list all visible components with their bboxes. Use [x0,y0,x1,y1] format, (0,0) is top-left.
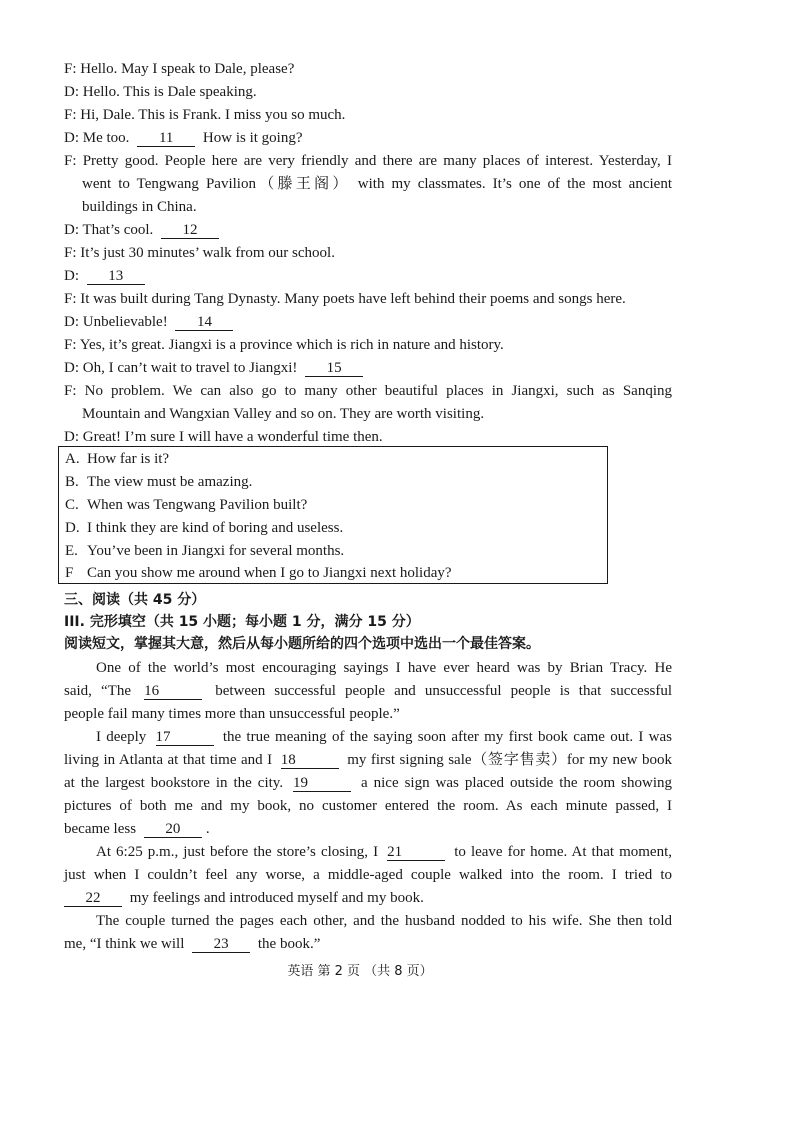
option-text: You’ve been in Jiangxi for several months. [87,543,345,559]
section-title: 三、阅读（共 45 分） [64,592,206,608]
passage-text: said, “The [64,683,131,699]
option-e [65,541,595,561]
answer-blank: 18 [281,752,339,769]
passage-line [64,750,672,770]
passage-text: . [205,821,210,837]
passage-line: pictures of both me and my book, no customer entered the room. As each minute passed, I [64,798,672,814]
option-c [65,495,595,515]
option-a [65,449,595,469]
dialogue-text: D: Me too. [64,130,130,146]
option-letter: D. [65,520,80,536]
passage-text: the true meaning of the saying soon after my first book came out. I was [222,729,673,745]
passage-text: became less [64,821,137,837]
option-text: I think they are kind of boring and useless. [87,520,344,536]
passage-line [64,773,672,793]
option-b [65,472,595,492]
dialogue-line: buildings in China. [82,199,197,215]
option-f [65,563,595,583]
passage-line: The couple turned the pages each other, and the husband nodded to his wife. She then told [96,913,672,929]
passage-text: my feelings and introduced myself and my book. [129,890,424,906]
answer-blank: 16 [144,683,202,700]
dialogue-line: F: Yes, it’s great. Jiangxi is a province which is rich in nature and history. [64,337,504,353]
dialogue-line: went to Tengwang Pavilion（滕王阁） with my classmates. It’s one of the most ancient [82,176,672,192]
answer-blank: 23 [192,936,250,953]
passage-line: just when I couldn’t feel any worse, a middle-aged couple walked into the room. I tried to [64,867,672,883]
passage-line [64,934,674,954]
options-box [58,446,608,584]
dialogue-line: F: Hello. May I speak to Dale, please? [64,61,295,77]
answer-blank: 11 [137,130,195,147]
instruction-text: 阅读短文，掌握其大意，然后从每小题所给的四个选项中选出一个最佳答案。 [64,636,540,652]
option-text: The view must be amazing. [87,474,253,490]
answer-blank: 17 [156,729,214,746]
dialogue-text: How is it going? [202,130,303,146]
passage-text: me, “I think we will [64,936,185,952]
option-letter: A. [65,451,80,467]
answer-blank: 21 [387,844,445,861]
subsection-title: III. 完形填空（共 15 小题；每小题 1 分，满分 15 分） [64,614,420,630]
passage-line [64,819,674,839]
answer-blank: 14 [175,314,233,331]
dialogue-line: F: It was built during Tang Dynasty. Many poets have left behind their poems and songs here. [64,291,626,307]
dialogue-line: F: It’s just 30 minutes’ walk from our school. [64,245,335,261]
dialogue-line [64,358,674,378]
passage-text: to leave for home. At that moment, [454,844,673,860]
option-d [65,518,595,538]
dialogue-line: F: No problem. We can also go to many other beautiful places in Jiangxi, such as Sanqing [64,383,672,399]
option-text: Can you show me around when I go to Jiangxi next holiday? [87,565,452,581]
passage-text: living in Atlanta at that time and I [64,752,273,768]
page-footer: 英语 第 2 页 （共 8 页） [287,964,433,979]
answer-blank: 13 [87,268,145,285]
option-letter: B. [65,474,79,490]
dialogue-text: D: Oh, I can’t wait to travel to Jiangxi! [64,360,298,376]
answer-blank: 19 [293,775,351,792]
passage-line [96,842,672,862]
dialogue-line [64,128,674,148]
answer-blank: 12 [161,222,219,239]
dialogue-text: D: Unbelievable! [64,314,168,330]
option-letter: F [65,565,74,581]
passage-line: people fail many times more than unsuccessful people.” [64,706,400,722]
passage-line [64,681,672,701]
dialogue-line: F: Pretty good. People here are very friendly and there are many places of interest. Yesterday, I [64,153,672,169]
dialogue-line [64,220,674,240]
answer-blank: 15 [305,360,363,377]
passage-line [64,888,674,908]
passage-text: at the largest bookstore in the city. [64,775,284,791]
option-text: How far is it? [87,451,170,467]
dialogue-text: D: That’s cool. [64,222,154,238]
option-letter: E. [65,543,78,559]
dialogue-line [64,266,674,286]
dialogue-line: Mountain and Wangxian Valley and so on. They are worth visiting. [82,406,485,422]
passage-text: my first signing sale（签字售卖）for my new book [347,752,673,768]
dialogue-line: D: Great! I’m sure I will have a wonderful time then. [64,429,383,445]
passage-text: a nice sign was placed outside the room showing [361,775,673,791]
answer-blank: 20 [144,821,202,838]
passage-text: between successful people and unsuccessful people is that successful [215,683,673,699]
passage-line [96,727,672,747]
option-text: When was Tengwang Pavilion built? [87,497,308,513]
passage-text: I deeply [96,729,147,745]
dialogue-text: D: [64,268,79,284]
passage-text: At 6:25 p.m., just before the store’s closing, I [96,844,379,860]
option-letter: C. [65,497,79,513]
answer-blank: 22 [64,890,122,907]
dialogue-line: F: Hi, Dale. This is Frank. I miss you so much. [64,107,346,123]
passage-line: One of the world’s most encouraging sayings I have ever heard was by Brian Tracy. He [96,660,672,676]
dialogue-line [64,312,674,332]
dialogue-line: D: Hello. This is Dale speaking. [64,84,257,100]
passage-text: the book.” [257,936,321,952]
